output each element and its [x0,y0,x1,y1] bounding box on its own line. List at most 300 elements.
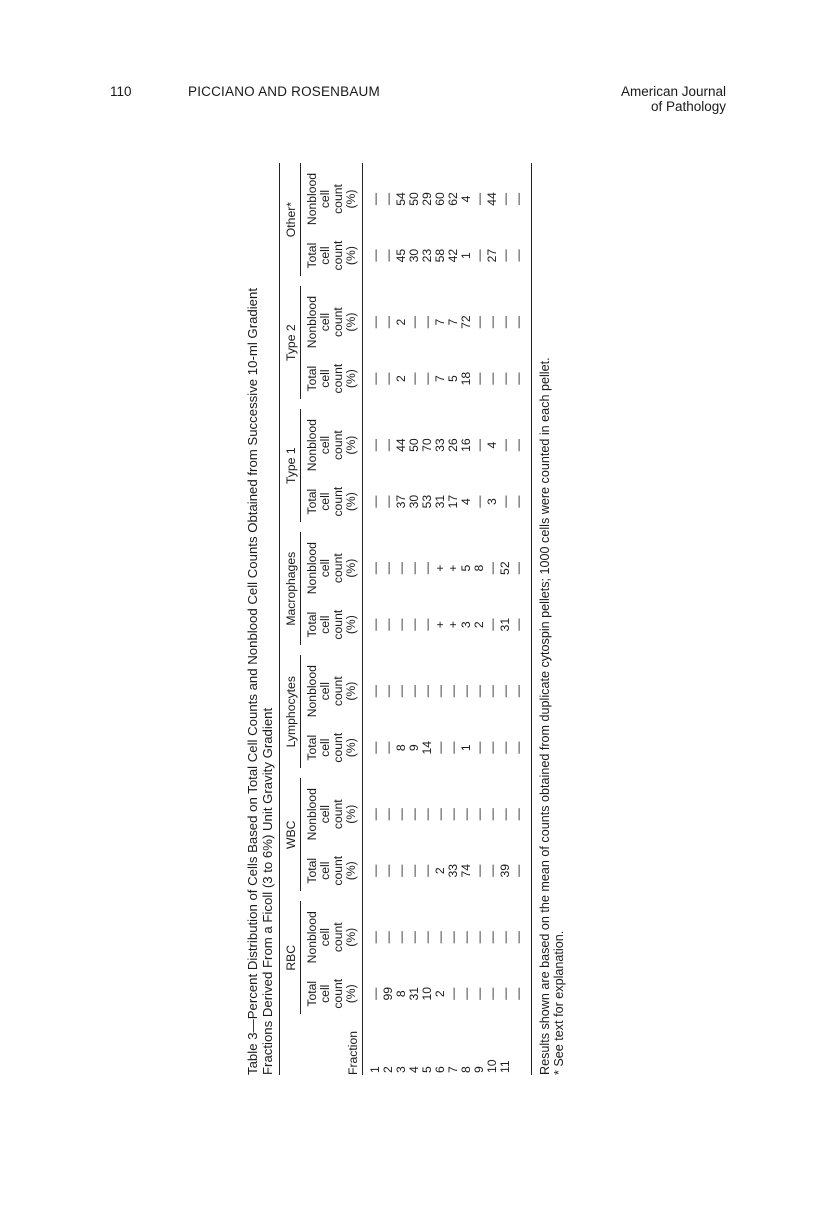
group-gap [473,522,486,532]
header-text: Total [305,488,319,515]
header-text: Nonblood [305,172,319,226]
total-count-cell: — [381,249,395,262]
nonblood-count-cell: — [407,562,421,575]
nonblood-count-cell: — [512,409,532,481]
total-count-cell: 5 [446,375,460,382]
nonblood-count-cell: + [446,564,460,572]
total-count-cell: — [381,495,395,508]
group-gap [395,768,408,778]
group-gap [512,276,532,286]
group-header-row [280,163,301,1075]
group-gap [512,399,532,409]
nonblood-count-header [301,655,363,727]
nonblood-count-cell: — [512,901,532,973]
nonblood-count-cell: — [472,439,486,452]
header-text: (%) [344,558,358,578]
group-gap [447,276,460,286]
group-gap [301,645,363,655]
group-gap [512,645,532,655]
total-count-cell: — [394,864,408,877]
group-gap [473,399,486,409]
group-header: Macrophages [280,532,301,645]
total-count-cell: 2 [394,375,408,382]
nonblood-count-cell: — [498,685,512,698]
nonblood-count-cell: — [446,685,460,698]
total-count-cell: — [498,495,512,508]
total-count-cell: 45 [394,248,408,263]
total-count-cell: — [512,358,532,399]
total-count-cell: — [472,495,486,508]
nonblood-count-cell: + [433,564,447,572]
nonblood-count-cell: 60 [433,192,447,206]
group-gap [280,768,301,778]
total-count-cell: 17 [446,494,460,509]
total-count-cell: — [433,741,447,754]
group-gap [473,645,486,655]
group-header: RBC [280,901,301,1014]
group-gap [408,522,421,532]
header-text: (%) [344,369,358,389]
header-text: Total [305,242,319,269]
group-gap [460,891,473,901]
header-text: count [331,855,345,886]
total-count-cell: 2 [433,990,447,998]
header-text: cell [318,312,332,332]
nonblood-count-cell: 54 [394,192,408,206]
nonblood-count-cell: — [381,685,395,698]
nonblood-count-cell: 4 [459,195,473,203]
total-count-cell: 31 [433,494,447,509]
journal-name [621,84,726,114]
nonblood-count-cell: 26 [446,438,460,452]
group-gap [486,276,499,286]
header-text: count [331,922,345,953]
nonblood-count-cell: — [512,532,532,604]
nonblood-count-cell: — [472,192,486,206]
nonblood-count-cell: 62 [446,192,460,206]
total-count-header [301,481,363,522]
nonblood-count-cell: — [433,685,447,698]
footnote-1: Results shown are based on the mean of counts obtained from duplicate cytospin pellets; 1000 cells were counted in each pellet. [538,357,552,1075]
fraction-header: Fraction [280,1014,363,1075]
group-gap [460,522,473,532]
fraction-cell: 9 [472,1066,486,1073]
group-gap [447,891,460,901]
header-text: Nonblood [305,911,319,964]
header-text: cell [318,861,332,880]
header-text: count [331,732,345,763]
total-count-cell: 3 [459,621,473,629]
nonblood-count-cell: — [498,316,512,329]
header-text: count [331,184,345,214]
total-count-cell: 30 [407,494,421,509]
group-gap [382,768,395,778]
header-text: cell [318,435,332,455]
group-gap [301,276,363,286]
group-gap [408,645,421,655]
nonblood-count-cell: — [381,316,395,329]
group-gap [280,645,301,655]
total-count-cell: — [407,864,421,877]
total-count-cell: — [498,249,512,262]
total-count-cell: — [446,987,460,1000]
total-count-cell: — [512,604,532,645]
nonblood-count-header [301,901,363,973]
nonblood-count-cell: — [407,316,421,329]
nonblood-count-header [301,286,363,358]
total-count-cell: — [472,249,486,262]
header-text: count [331,363,345,394]
total-count-cell: — [368,987,382,1000]
group-gap [395,399,408,409]
group-gap [382,645,395,655]
nonblood-count-cell: — [485,316,499,329]
nonblood-count-cell: — [485,562,499,575]
nonblood-count-cell: — [420,931,434,944]
fraction-cell: 5 [420,1066,434,1073]
nonblood-count-cell: 5 [459,564,473,572]
header-text: Nonblood [305,788,319,841]
total-count-header [301,727,363,768]
header-text: cell [318,559,332,578]
group-gap [382,276,395,286]
total-count-cell: — [381,618,395,631]
nonblood-count-cell: 4 [485,441,499,449]
total-count-cell: — [512,481,532,522]
total-count-cell: — [368,864,382,877]
nonblood-count-cell: — [498,931,512,944]
group-gap [301,522,363,532]
total-count-cell: 27 [485,248,499,263]
data-table [279,163,532,1075]
nonblood-count-cell: — [381,562,395,575]
total-count-cell: + [433,621,447,629]
header-text: count [331,676,345,707]
total-count-cell: 14 [420,740,434,755]
group-gap [486,645,499,655]
group-gap [421,276,434,286]
nonblood-count-cell: — [394,562,408,575]
nonblood-count-cell: — [472,808,486,821]
group-gap [363,768,383,778]
group-header: Type 1 [280,409,301,522]
nonblood-count-cell: — [472,316,486,329]
group-gap [301,768,363,778]
group-gap [280,276,301,286]
header-text: count [331,978,345,1009]
group-gap [447,522,460,532]
nonblood-count-cell: — [498,192,512,206]
nonblood-count-cell: 8 [472,564,486,572]
table-row [512,163,532,1075]
caption-line-1: Table 3—Percent Distribution of Cells Based on Total Cell Counts and Nonblood Cell Counts Obtained from Successive 10-ml Gradient [245,287,260,1075]
header-text: (%) [344,312,358,332]
nonblood-count-cell: — [446,808,460,821]
fraction-cell: 8 [459,1066,473,1073]
group-gap [395,522,408,532]
group-gap [486,768,499,778]
group-gap [512,891,532,901]
header-text: cell [318,984,332,1003]
nonblood-count-cell: — [498,439,512,452]
nonblood-count-cell: 70 [420,438,434,452]
total-count-cell: — [407,372,421,385]
total-count-cell: 37 [394,494,408,509]
nonblood-count-cell: — [407,808,421,821]
group-gap [301,891,363,901]
nonblood-count-cell: — [485,931,499,944]
header-text: count [331,307,345,337]
header-text: count [331,486,345,517]
group-gap [473,891,486,901]
nonblood-count-cell: — [512,163,532,235]
header-text: Total [305,857,319,884]
total-count-cell: 8 [394,990,408,998]
total-count-cell: — [420,864,434,877]
total-count-cell: — [472,372,486,385]
nonblood-count-header [301,532,363,604]
nonblood-count-cell: — [394,931,408,944]
nonblood-count-cell: — [368,562,382,575]
group-gap [447,645,460,655]
nonblood-count-cell: — [420,562,434,575]
header-text: (%) [344,435,358,455]
total-count-cell: 9 [407,744,421,752]
group-gap [512,522,532,532]
total-count-cell: — [420,372,434,385]
group-gap [421,891,434,901]
total-count-cell: — [381,864,395,877]
header-text: cell [318,189,332,209]
group-header: WBC [280,778,301,891]
header-text: cell [318,928,332,947]
group-gap [434,891,447,901]
group-gap [280,522,301,532]
group-gap [434,645,447,655]
total-count-cell: — [394,618,408,631]
nonblood-count-cell: — [459,685,473,698]
nonblood-count-cell: — [433,931,447,944]
group-gap [363,522,383,532]
nonblood-count-cell: — [498,808,512,821]
header-text: (%) [344,861,358,881]
total-count-cell: 18 [459,371,473,386]
nonblood-count-cell: — [485,808,499,821]
total-count-header [301,358,363,399]
total-count-header [301,973,363,1014]
nonblood-count-cell: 7 [433,318,447,326]
nonblood-count-cell: — [368,685,382,698]
total-count-cell: — [381,372,395,385]
total-count-header [301,604,363,645]
group-gap [486,399,499,409]
total-count-cell: — [485,618,499,631]
fraction-cell: 7 [446,1066,460,1073]
header-text: (%) [344,615,358,635]
header-text: count [331,430,345,461]
nonblood-count-header [301,163,363,235]
group-gap [395,645,408,655]
nonblood-count-cell: — [368,316,382,329]
header-text: cell [318,738,332,757]
page-number: 110 [110,84,132,99]
total-count-cell: 31 [498,617,512,632]
group-gap [499,645,512,655]
group-gap [280,399,301,409]
group-gap [434,768,447,778]
group-gap [499,891,512,901]
total-count-cell: — [368,249,382,262]
header-text: Total [305,980,319,1007]
page-header [0,84,816,124]
total-count-cell: 7 [433,375,447,382]
group-gap [280,891,301,901]
column-header-row [301,163,363,1075]
total-count-cell: 31 [407,986,421,1001]
header-text: Nonblood [305,296,319,349]
fraction-cell: 1 [368,1066,382,1073]
total-count-cell: — [446,741,460,754]
group-gap [408,768,421,778]
nonblood-count-cell: — [368,808,382,821]
group-gap [395,891,408,901]
fraction-cell: 3 [394,1066,408,1073]
nonblood-count-cell: — [485,685,499,698]
group-gap [408,276,421,286]
footnote-2: * See text for explanation. [552,930,566,1075]
group-gap [473,768,486,778]
total-count-cell: — [485,987,499,1000]
group-gap [434,276,447,286]
nonblood-count-cell: — [368,439,382,452]
group-gap [421,399,434,409]
total-count-cell: + [446,621,460,629]
group-header: Type 2 [280,286,301,399]
total-count-header [301,235,363,276]
total-count-cell: — [368,372,382,385]
total-count-cell: 58 [433,248,447,263]
header-text: (%) [344,246,358,266]
header-text: Nonblood [305,542,319,595]
group-gap [499,768,512,778]
nonblood-count-header [301,778,363,850]
group-gap [363,891,383,901]
nonblood-count-cell: — [420,685,434,698]
total-count-cell: 30 [407,248,421,263]
nonblood-count-cell: — [472,931,486,944]
total-count-cell: 2 [472,621,486,629]
fraction-cell: 10 [485,1059,499,1073]
total-count-cell: — [368,618,382,631]
header-text: Total [305,611,319,638]
header-text: cell [318,246,332,265]
nonblood-count-cell: — [512,655,532,727]
group-gap [408,399,421,409]
nonblood-count-header [301,409,363,481]
running-head: PICCIANO AND ROSENBAUM [188,84,380,99]
table-caption [245,155,275,1075]
total-count-cell: 42 [446,248,460,263]
group-gap [447,399,460,409]
nonblood-count-cell: — [394,808,408,821]
group-gap [382,399,395,409]
total-count-cell: 3 [485,498,499,506]
total-count-cell: 33 [446,863,460,878]
total-count-cell: 4 [459,498,473,506]
nonblood-count-cell: 50 [407,192,421,206]
header-text: Nonblood [305,419,319,472]
total-count-cell: 1 [459,744,473,752]
group-gap [499,276,512,286]
nonblood-count-cell: — [368,192,382,206]
group-gap [512,768,532,778]
group-gap [499,522,512,532]
total-count-cell: — [485,372,499,385]
nonblood-count-cell: — [420,808,434,821]
table-footnotes [538,155,566,1075]
table-row [363,163,383,1075]
group-gap [382,891,395,901]
header-text: cell [318,615,332,634]
group-gap [460,645,473,655]
header-text: cell [318,682,332,701]
group-gap [486,891,499,901]
total-count-cell: 74 [459,863,473,878]
header-text: (%) [344,189,358,209]
fraction-cell: 11 [498,1060,512,1073]
nonblood-count-cell: — [459,931,473,944]
total-count-cell: 39 [498,863,512,878]
nonblood-count-cell: 44 [394,438,408,452]
nonblood-count-cell: 72 [459,315,473,329]
total-count-cell: — [420,618,434,631]
group-header: Lymphocytes [280,655,301,768]
group-gap [421,645,434,655]
total-count-cell: — [498,372,512,385]
total-count-cell: — [498,987,512,1000]
header-text: (%) [344,738,358,758]
total-count-cell: — [472,741,486,754]
nonblood-count-cell: — [512,778,532,850]
group-gap [301,399,363,409]
nonblood-count-cell: — [512,286,532,358]
nonblood-count-cell: 29 [420,192,434,206]
group-gap [486,522,499,532]
nonblood-count-cell: — [381,192,395,206]
total-count-cell: 2 [433,867,447,875]
nonblood-count-cell: 7 [446,318,460,326]
nonblood-count-cell: — [381,931,395,944]
total-count-cell: 99 [381,986,395,1001]
total-count-cell: — [498,741,512,754]
header-text: (%) [344,681,358,701]
nonblood-count-cell: 50 [407,438,421,452]
group-gap [408,891,421,901]
nonblood-count-cell: 44 [485,192,499,206]
nonblood-count-cell: 16 [459,438,473,452]
nonblood-count-cell: 33 [433,438,447,452]
group-gap [434,399,447,409]
group-gap [447,768,460,778]
group-gap [395,276,408,286]
total-count-cell: — [472,864,486,877]
total-count-cell: — [472,987,486,1000]
header-text: cell [318,805,332,824]
nonblood-count-cell: — [407,931,421,944]
total-count-cell: — [368,495,382,508]
nonblood-count-cell: 2 [394,318,408,326]
table-region [245,155,615,1075]
